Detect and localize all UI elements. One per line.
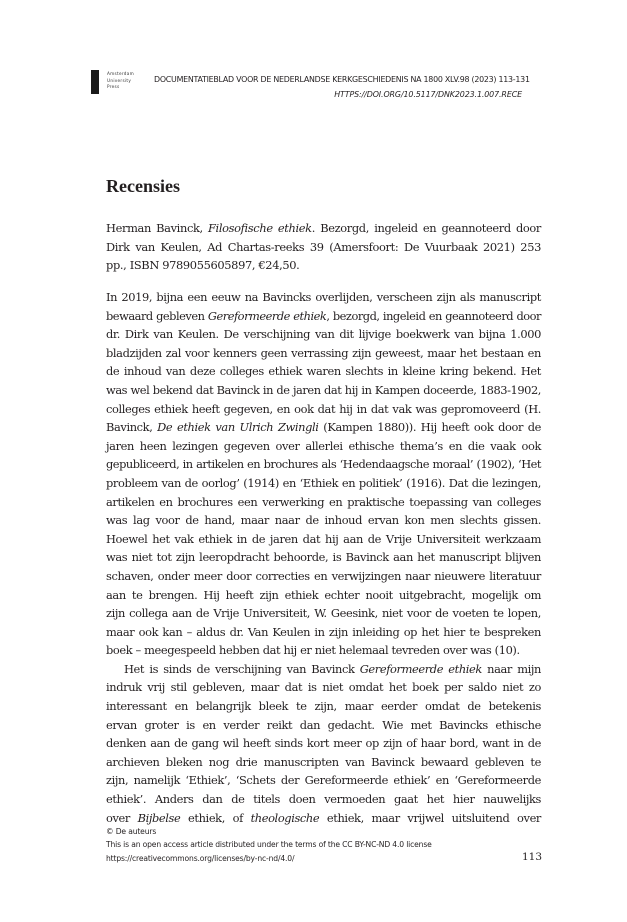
body-line (106, 474, 541, 493)
journal-citation: DOCUMENTATIEBLAD VOOR DE NEDERLANDSE KERKGESCHIEDENIS NA 1800 XLV.98 (2023) 113-131 (154, 75, 530, 84)
book-author: Herman Bavinck, (106, 221, 208, 235)
body-text-run: was niet tot zijn leeropdracht behoorde, is Bavinck aan het manuscript blijven (106, 550, 541, 565)
body-line (106, 771, 541, 790)
body-line (106, 678, 541, 697)
body-text-run: probleem van de oorlog’ (1914) en ‘Ethiek en politiek’ (1916). Dat die lezingen, (106, 475, 541, 490)
body-line (106, 604, 541, 623)
body-line (106, 660, 541, 679)
review-body (106, 288, 541, 827)
body-line (106, 307, 541, 326)
license-url[interactable]: https://creativecommons.org/licenses/by-nc-nd/4.0/ (106, 853, 295, 863)
italic-title: Gereformeerde ethiek (207, 308, 327, 323)
body-text-run: was wel bekend dat Bavinck in de jaren dat hij in Kampen doceerde, 1883-1902, (106, 382, 541, 397)
body-line (106, 623, 541, 642)
book-reference-line: Dirk van Keulen, Ad Chartas-reeks 39 (Amersfoort: De Vuurbaak 2021) 253 (106, 239, 541, 254)
body-line (106, 511, 541, 530)
body-line (106, 381, 541, 400)
body-text-run: Het is sinds de verschijning van Bavinck (124, 661, 360, 676)
body-text-run: boek – meegespeeld hebben dat hij er niet helemaal tevreden over was (10). (106, 643, 520, 658)
body-line (106, 753, 541, 772)
publisher-logo-text (107, 71, 134, 91)
book-details: . Bezorgd, ingeleid en geannoteerd door (311, 221, 542, 235)
body-line (106, 344, 541, 363)
section-title: Recensies (106, 176, 180, 196)
body-line (106, 455, 541, 474)
body-line (106, 325, 541, 344)
body-text-run: bladzijden zal voor kenners geen verrassing zijn geweest, maar het bestaan en (106, 345, 541, 360)
body-line (106, 418, 541, 437)
body-text-run: ethiek’. Anders dan de titels doen vermoeden gaat het hier nauwelijks (106, 792, 541, 807)
body-line (106, 586, 541, 605)
body-line (106, 697, 541, 716)
body-text-run: dr. Dirk van Keulen. De verschijning van dit lijvige boekwerk van bijna 1.000 (106, 327, 541, 342)
body-text-run: jaren heen lezingen gegeven over allerlei ethische thema’s en die vaak ook (106, 438, 541, 453)
body-text-run: de inhoud van deze colleges ethiek waren slechts in kleine kring bekend. Het (106, 364, 541, 379)
italic-title: De ethiek van Ulrich Zwingli (157, 420, 319, 435)
publisher-line: University (107, 77, 132, 83)
book-reference (106, 219, 541, 275)
body-text-run: artikelen en brochures een verwerking en praktische toepassing van colleges (106, 494, 541, 509)
body-text-run: over (106, 810, 138, 825)
body-text-run: interessant en belangrijk bleek te zijn, maar eerder omdat de betekenis (106, 699, 541, 714)
italic-title: Bijbelse (137, 810, 181, 825)
body-line (106, 734, 541, 753)
body-text-run: naar mijn (481, 661, 541, 676)
license-notice: This is an open access article distributed under the terms of the CC BY-NC-ND 4.0 license (106, 840, 432, 850)
book-reference-line: pp., ISBN 9789055605897, €24,50. (106, 258, 300, 273)
body-text-run: archieven bleken nog drie manuscripten van Bavinck bewaard gebleven te (106, 754, 541, 769)
copyright-notice: © De auteurs (106, 827, 157, 836)
book-title: Filosofische ethiek (208, 221, 312, 235)
body-text-run: Hoewel het vak ethiek in de jaren dat hij aan de Vrije Universiteit werkzaam (106, 531, 541, 546)
body-text-run: schaven, onder meer door correcties en verwijzingen naar nieuwere literatuur (106, 568, 541, 583)
body-line (106, 567, 541, 586)
body-text-run: was lag voor de hand, maar naar de inhoud ervan kon men slechts gissen. (106, 513, 541, 528)
body-text-run: colleges ethiek heeft gegeven, en ook dat hij in dat vak was gepromoveerd (H. (106, 401, 541, 416)
running-header (154, 75, 530, 99)
body-text-run: bewaard gebleven (106, 308, 208, 323)
page-footer (106, 825, 432, 865)
body-text-run: Bavinck, (106, 420, 158, 435)
body-text-run: ethiek, maar vrijwel uitsluitend over (319, 810, 541, 825)
italic-title: theologische (250, 810, 320, 825)
body-text-run: gepubliceerd, in artikelen en brochures als ‘Hedendaagsche moraal’ (1902), ‘Het (106, 457, 541, 472)
publisher-logo (91, 70, 100, 94)
body-text-run: In 2019, bijna een eeuw na Bavincks overlijden, verscheen zijn als manuscript (106, 290, 541, 304)
body-text-run: maar ook kan – aldus dr. Van Keulen in zijn inleiding op het hier te bespreken (106, 624, 541, 639)
body-line (106, 288, 541, 307)
body-text-run: aan te brengen. Hij heeft zijn ethiek echter nooit uitgebracht, mogelijk om (106, 587, 541, 602)
body-line (106, 493, 541, 512)
body-line (106, 437, 541, 456)
body-text-run: zijn collega aan de Vrije Universiteit, W. Geesink, niet voor de voeten te lopen, (106, 606, 541, 621)
body-text-run: indruk vrij stil gebleven, maar dat is niet omdat het boek per saldo niet zo (106, 680, 541, 695)
body-text-run: zijn, namelijk ‘Ethiek’, ‘Schets der Gereformeerde ethiek’ en ‘Gereformeerde (106, 773, 541, 788)
body-line (106, 790, 541, 809)
body-line (106, 641, 541, 660)
body-text-run: (Kampen 1880)). Hij heeft ook door de (318, 420, 541, 435)
body-line (106, 362, 541, 381)
doi-link[interactable]: HTTPS://DOI.ORG/10.5117/DNK2023.1.007.RECE (334, 90, 522, 99)
body-text-run: ervan groter is en verder reikt dan gedacht. Wie met Bavincks ethische (106, 717, 541, 732)
body-line (106, 716, 541, 735)
body-line (106, 400, 541, 419)
page-number: 113 (521, 851, 542, 863)
italic-title: Gereformeerde ethiek (359, 661, 482, 676)
body-line (106, 548, 541, 567)
publisher-line: Amsterdam (107, 71, 134, 76)
publisher-line: Press (107, 84, 120, 89)
body-line (106, 530, 541, 549)
body-text-run: ethiek, of (180, 810, 251, 825)
book-reference-line (106, 219, 541, 238)
body-text-run: , bezorgd, ingeleid en geannoteerd door (326, 308, 541, 323)
body-text-run: denken aan de gang wil heeft sinds kort meer op zijn of haar bord, want in de (106, 736, 541, 751)
publisher-logo-mark (91, 70, 99, 94)
